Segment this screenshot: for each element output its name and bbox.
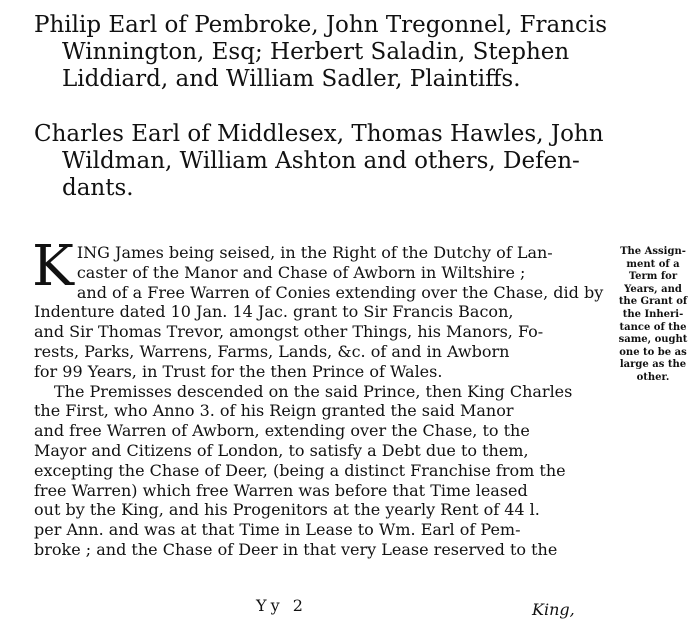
plaintiffs-line: Winnington, Esq; Herbert Saladin, Stephen bbox=[62, 39, 570, 65]
body-paragraphs bbox=[32, 234, 606, 560]
margin-note-line: Years, and bbox=[624, 283, 682, 295]
margin-note bbox=[613, 246, 693, 385]
body-line: The Premisses descended on the said Prince, then King Charles bbox=[54, 381, 573, 401]
margin-note-line: the Grant of bbox=[618, 296, 688, 308]
body-line: and free Warren of Awborn, extending over the Chase, to the bbox=[34, 421, 530, 441]
body-line: per Ann. and was at that Time in Lease to Wm. Earl of Pem- bbox=[34, 520, 521, 540]
body-line: for 99 Years, in Trust for the then Prince of Wales. bbox=[34, 361, 443, 381]
body-line: Indenture dated 10 Jan. 14 Jac. grant to Sir Francis Bacon, bbox=[34, 302, 514, 322]
body-line: and of a Free Warren of Conies extending over the Chase, did by bbox=[76, 282, 604, 302]
margin-note-line: tance of the bbox=[619, 321, 687, 333]
margin-note-line: Term for bbox=[628, 271, 678, 283]
body-line: out by the King, and his Progenitors at the yearly Rent of 44 l. bbox=[34, 500, 540, 520]
body-line: rests, Parks, Warrens, Farms, Lands, &c. of and in Awborn bbox=[34, 341, 510, 361]
defendants-line: Charles Earl of Middlesex, Thomas Hawles, John bbox=[34, 121, 604, 147]
defendants-line: dants. bbox=[62, 175, 134, 201]
body-line: the First, who Anno 3. of his Reign granted the said Manor bbox=[34, 401, 514, 421]
drop-cap: K bbox=[32, 234, 74, 299]
defendants-line: Wildman, William Ashton and others, Defen- bbox=[62, 148, 580, 174]
margin-note-line: the Inheri- bbox=[622, 308, 684, 320]
body-line: ING James being seised, in the Right of the Dutchy of Lan- bbox=[76, 243, 553, 262]
margin-note-line: ment of a bbox=[626, 258, 680, 270]
plaintiffs-line: Philip Earl of Pembroke, John Tregonnel, Francis bbox=[34, 12, 608, 38]
defendants-heading bbox=[34, 121, 604, 202]
plaintiffs-heading bbox=[34, 12, 608, 93]
body-line: Mayor and Citizens of London, to satisfy a Debt due to them, bbox=[34, 440, 529, 460]
margin-note-line: other. bbox=[636, 371, 670, 383]
catchword: King, bbox=[532, 600, 575, 619]
margin-note-line: same, ought bbox=[618, 334, 688, 346]
margin-note-line: The Assign- bbox=[620, 246, 686, 257]
body-line: excepting the Chase of Deer, (being a distinct Franchise from the bbox=[34, 460, 566, 480]
body-line: broke ; and the Chase of Deer in that very Lease reserved to the bbox=[34, 539, 558, 559]
margin-note-line: one to be as bbox=[619, 346, 687, 358]
signature-mark: Yy 2 bbox=[256, 596, 307, 615]
plaintiffs-line: Liddiard, and William Sadler, Plaintiffs. bbox=[62, 66, 521, 92]
body-line: free Warren) which free Warren was before that Time leased bbox=[34, 480, 528, 500]
body-line: and Sir Thomas Trevor, amongst other Things, his Manors, Fo- bbox=[34, 322, 544, 342]
body-line: caster of the Manor and Chase of Awborn in Wiltshire ; bbox=[76, 262, 526, 282]
margin-note-line: large as the bbox=[619, 359, 687, 371]
